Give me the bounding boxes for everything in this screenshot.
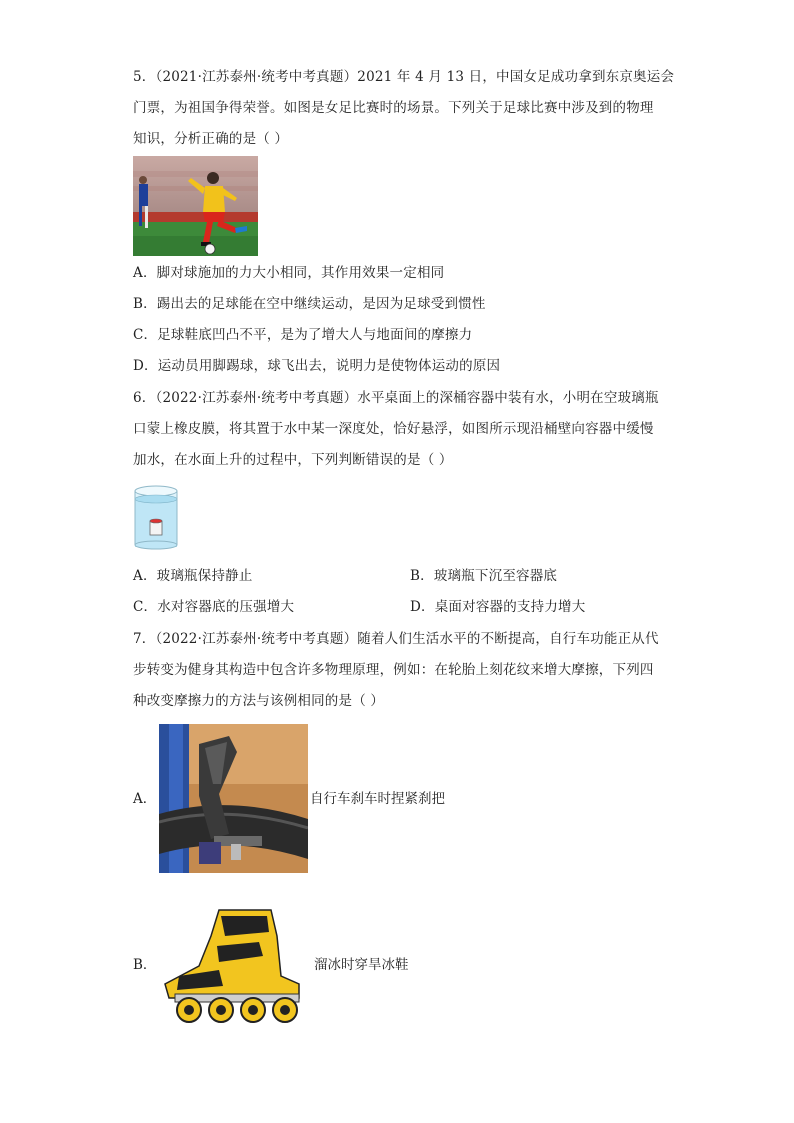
q5-stem-line-2: 门票，为祖国争得荣誉。如图是女足比赛时的场景。下列关于足球比赛中涉及到的物理	[133, 100, 654, 116]
q6-option-b: B．玻璃瓶下沉至容器底	[410, 568, 558, 584]
q6-option-a: A．玻璃瓶保持静止	[133, 568, 253, 584]
q6-stem-line-2: 口蒙上橡皮膜，将其置于水中某一深度处，恰好悬浮，如图所示现沿桶壁向容器中缓慢	[133, 421, 654, 437]
q7-stem-line-2: 步转变为健身其构造中包含许多物理原理，例如：在轮胎上刻花纹来增大摩擦，下列四	[133, 662, 654, 678]
q7-option-a-text: 自行车刹车时捏紧刹把	[310, 791, 445, 807]
q5-stem-line-3: 知识，分析正确的是（ ）	[133, 131, 289, 147]
q5-option-d: D．运动员用脚踢球，球飞出去，说明力是使物体运动的原因	[133, 358, 501, 374]
q7-stem-line-1: 7．（2022·江苏泰州·统考中考真题）随着人们生活水平的不断提高，自行车功能正从代	[133, 631, 659, 647]
roller-skate-image	[159, 906, 309, 1024]
q5-option-c: C．足球鞋底凹凸不平，是为了增大人与地面间的摩擦力	[133, 327, 473, 343]
q5-option-a: A．脚对球施加的力大小相同，其作用效果一定相同	[133, 265, 445, 281]
soccer-player-photo	[133, 156, 258, 256]
q7-stem-line-3: 种改变摩擦力的方法与该例相同的是（ ）	[133, 693, 385, 709]
q6-option-c: C．水对容器底的压强增大	[133, 599, 295, 615]
q7-option-b-letter: B．	[133, 957, 157, 973]
bicycle-brake-photo	[159, 724, 308, 873]
water-container-diagram	[133, 483, 179, 551]
q6-option-d: D．桌面对容器的支持力增大	[410, 599, 586, 615]
q6-stem-line-1: 6．（2022·江苏泰州·统考中考真题）水平桌面上的深桶容器中装有水，小明在空玻璃瓶	[133, 390, 659, 406]
q6-stem-line-3: 加水，在水面上升的过程中，下列判断错误的是（ ）	[133, 452, 453, 468]
q7-option-b-text: 溜冰时穿旱冰鞋	[314, 957, 409, 973]
q5-option-b: B．踢出去的足球能在空中继续运动，是因为足球受到惯性	[133, 296, 486, 312]
q7-option-a-letter: A．	[133, 791, 157, 807]
q5-stem-line-1: 5．（2021·江苏泰州·统考中考真题）2021 年 4 月 13 日，中国女足成功拿到东京奥运会	[133, 69, 675, 85]
